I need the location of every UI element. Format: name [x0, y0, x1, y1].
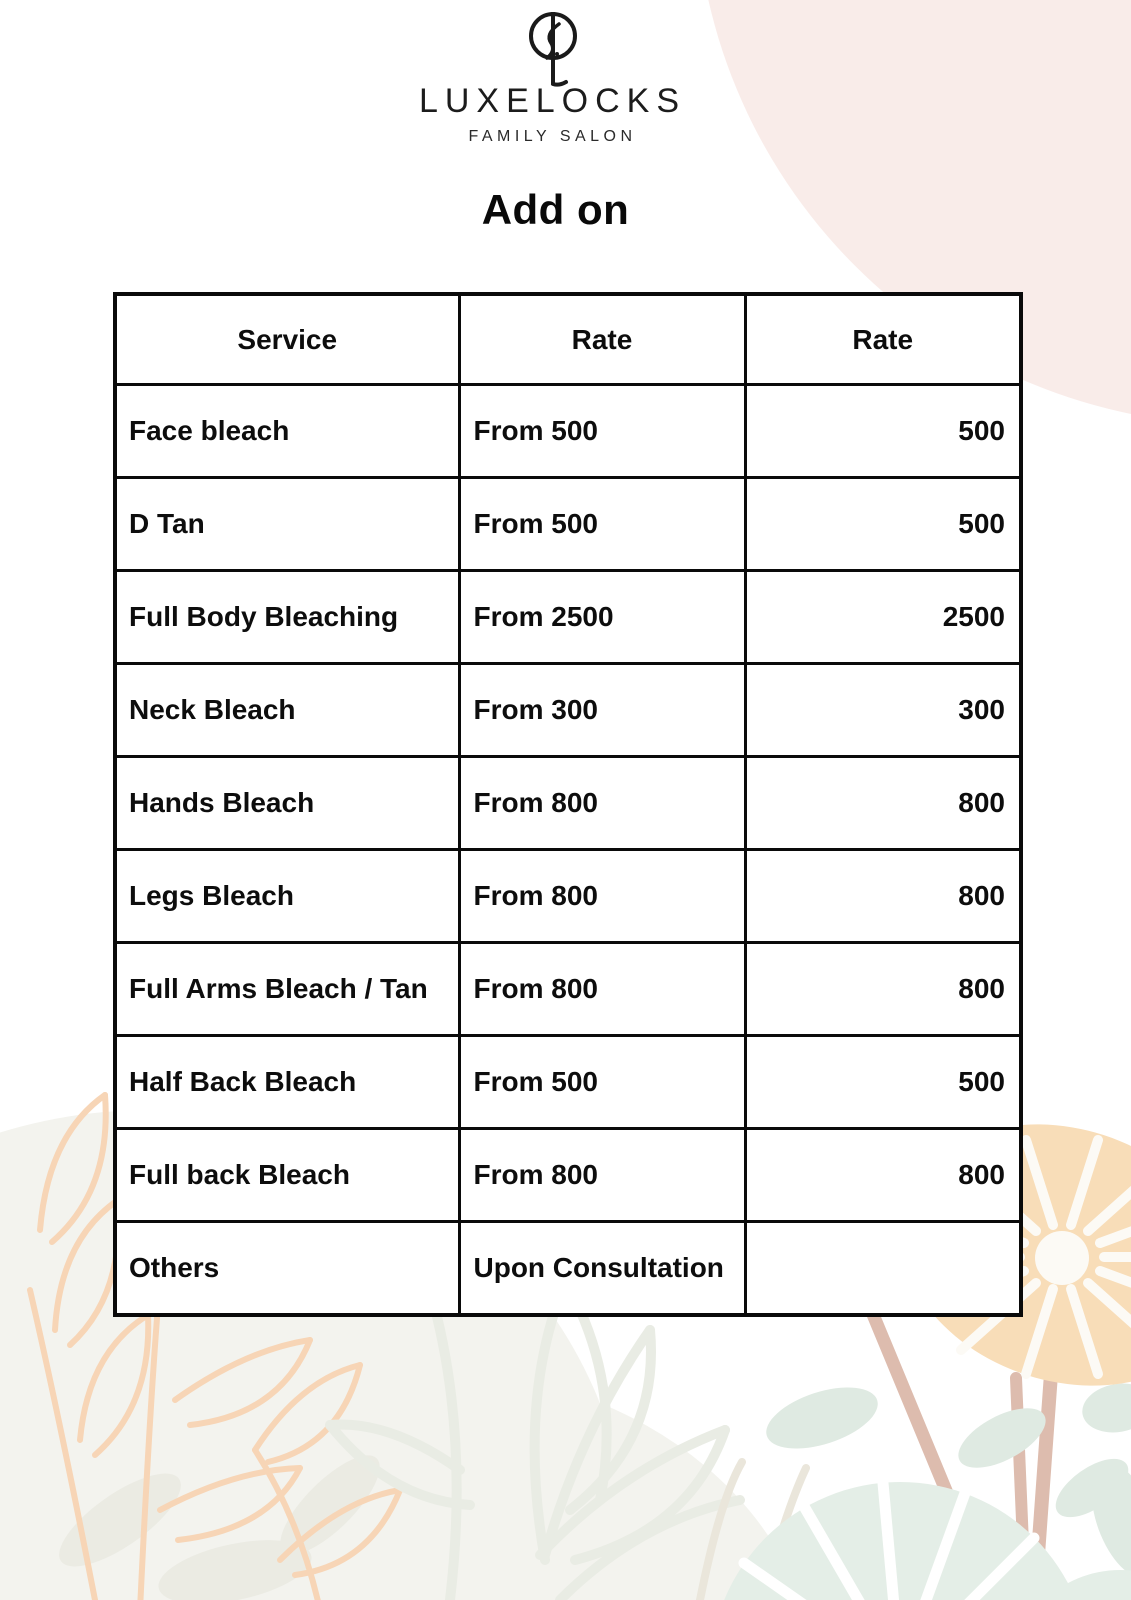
rate-cell	[745, 1222, 1021, 1316]
rate-from-cell: From 500	[459, 1036, 745, 1129]
table-row	[115, 664, 1021, 757]
price-table-body	[115, 385, 1021, 1316]
rate-from-cell: From 800	[459, 757, 745, 850]
rate-cell: 2500	[745, 571, 1021, 664]
table-header-row	[115, 294, 1021, 385]
table-row	[115, 1222, 1021, 1316]
brand-tagline: FAMILY SALON	[468, 128, 637, 145]
rate-cell: 800	[745, 850, 1021, 943]
brand-block	[0, 10, 1118, 146]
service-cell: Half Back Bleach	[115, 1036, 459, 1129]
table-row	[115, 385, 1021, 478]
rate-from-cell: From 500	[459, 385, 745, 478]
header-rate: Rate	[745, 294, 1021, 385]
rate-from-cell: From 300	[459, 664, 745, 757]
rate-cell: 800	[745, 943, 1021, 1036]
table-row	[115, 943, 1021, 1036]
service-cell: Others	[115, 1222, 459, 1316]
table-row	[115, 850, 1021, 943]
table-row	[115, 1036, 1021, 1129]
table-row	[115, 478, 1021, 571]
luxelocks-logo-icon	[493, 10, 613, 90]
table-row	[115, 757, 1021, 850]
rate-from-cell: From 500	[459, 478, 745, 571]
table-row	[115, 1129, 1021, 1222]
brand-name: LUXELOCKS	[418, 82, 687, 120]
service-cell: Hands Bleach	[115, 757, 459, 850]
rate-from-cell: From 2500	[459, 571, 745, 664]
rate-cell: 800	[745, 757, 1021, 850]
rate-cell: 500	[745, 1036, 1021, 1129]
page-title: Add on	[481, 186, 630, 233]
table-row	[115, 571, 1021, 664]
rate-cell: 300	[745, 664, 1021, 757]
rate-cell: 500	[745, 478, 1021, 571]
header-rate-from: Rate	[459, 294, 745, 385]
price-table	[113, 292, 1023, 1317]
rate-cell: 500	[745, 385, 1021, 478]
service-cell: Full Body Bleaching	[115, 571, 459, 664]
service-cell: D Tan	[115, 478, 459, 571]
service-cell: Face bleach	[115, 385, 459, 478]
rate-from-cell: From 800	[459, 943, 745, 1036]
service-cell: Neck Bleach	[115, 664, 459, 757]
rate-from-cell: From 800	[459, 850, 745, 943]
rate-from-cell: From 800	[459, 1129, 745, 1222]
rate-from-cell: Upon Consultation	[459, 1222, 745, 1316]
service-cell: Full Arms Bleach / Tan	[115, 943, 459, 1036]
service-cell: Legs Bleach	[115, 850, 459, 943]
service-cell: Full back Bleach	[115, 1129, 459, 1222]
header-service: Service	[115, 294, 459, 385]
rate-cell: 800	[745, 1129, 1021, 1222]
